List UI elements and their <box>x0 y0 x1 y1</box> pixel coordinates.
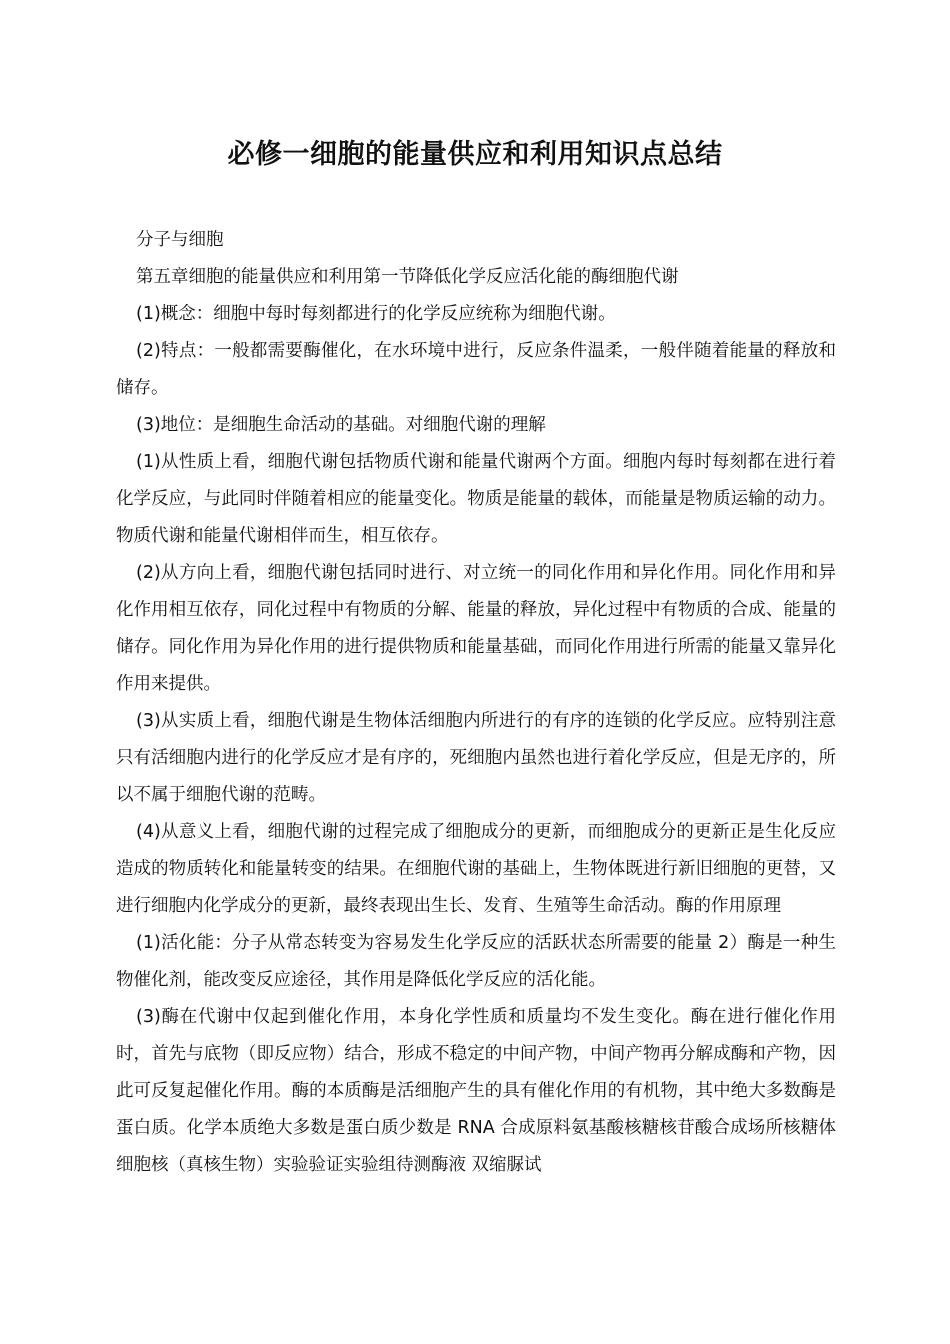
paragraph-essence: (3)从实质上看，细胞代谢是生物体活细胞内所进行的有序的连锁的化学反应。应特别注意只有活细胞内进行的化学反应才是有序的，死细胞内虽然也进行着化学反应，但是无序的，所以不属于细胞代谢的范畴。 <box>116 711 836 805</box>
paragraph-activation-energy: (1)活化能：分子从常态转变为容易发生化学反应的活跃状态所需要的能量 2）酶是一种生物催化剂，能改变反应途径，其作用是降低化学反应的活化能。 <box>116 933 836 990</box>
paragraph-status: (3)地位：是细胞生命活动的基础。对细胞代谢的理解 <box>136 415 546 435</box>
paragraph-chapter-heading: 第五章细胞的能量供应和利用第一节降低化学反应活化能的酶细胞代谢 <box>136 267 679 287</box>
paragraph-enzyme-role: (3)酶在代谢中仅起到催化作用，本身化学性质和质量均不发生变化。酶在进行催化作用时，首先与底物（即反应物）结合，形成不稳定的中间产物，中间产物再分解成酶和产物，因此可反复起催化作用。酶的本质酶是活细胞产生的具有催化作用的有机物，其中绝大多数酶是蛋白质。化学本质绝大多数是蛋白质少数是 RNA 合成原料氨基酸核糖核苷酸合成场所核糖体细胞核（真核生物）实验验证实验组待测酶液 双缩脲试 <box>116 1007 836 1175</box>
paragraph-nature: (1)从性质上看，细胞代谢包括物质代谢和能量代谢两个方面。细胞内每时每刻都在进行着化学反应，与此同时伴随着相应的能量变化。物质是能量的载体，而能量是物质运输的动力。物质代谢和能量代谢相伴而生，相互依存。 <box>116 452 836 546</box>
page-title: 必修一细胞的能量供应和利用知识点总结 <box>227 139 723 170</box>
paragraph-section-heading: 分子与细胞 <box>136 230 224 250</box>
paragraph-features: (2)特点：一般都需要酶催化，在水环境中进行，反应条件温柔，一般伴随着能量的释放和储存。 <box>116 341 836 398</box>
paragraph-direction: (2)从方向上看，细胞代谢包括同时进行、对立统一的同化作用和异化作用。同化作用和异化作用相互依存，同化过程中有物质的分解、能量的释放，异化过程中有物质的合成、能量的储存。同化作用为异化作用的进行提供物质和能量基础，而同化作用进行所需的能量又靠异化作用来提供。 <box>116 563 836 694</box>
paragraph-concept: (1)概念：细胞中每时每刻都进行的化学反应统称为细胞代谢。 <box>136 304 616 324</box>
paragraph-significance: (4)从意义上看，细胞代谢的过程完成了细胞成分的更新，而细胞成分的更新正是生化反应造成的物质转化和能量转变的结果。在细胞代谢的基础上，生物体既进行新旧细胞的更替，又进行细胞内化学成分的更新，最终表现出生长、发育、生殖等生命活动。酶的作用原理 <box>116 822 836 916</box>
document-body <box>116 222 836 1184</box>
